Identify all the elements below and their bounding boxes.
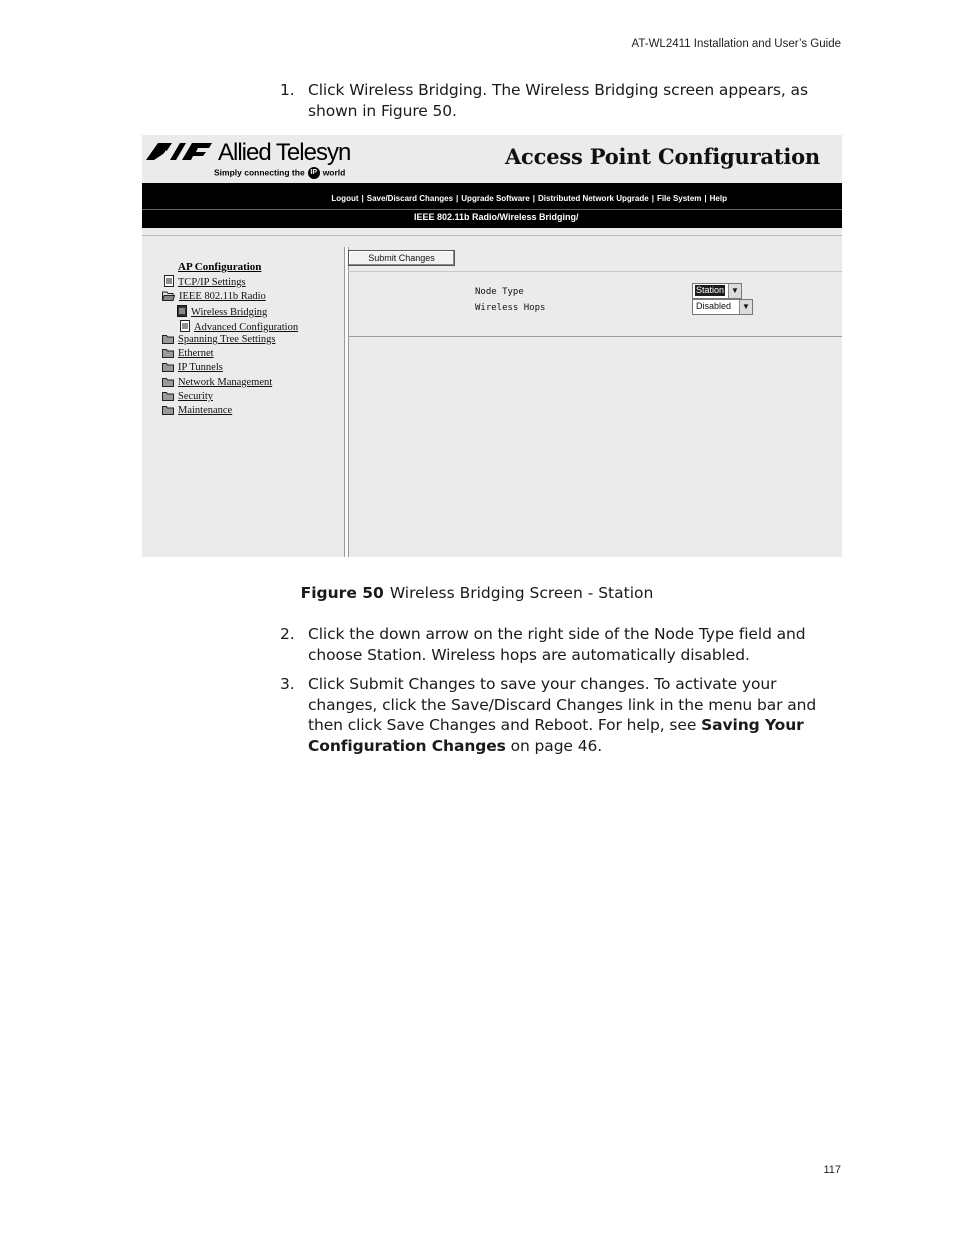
wireless-bridging-screenshot xyxy=(142,135,842,557)
wireless-hops-value: Disabled xyxy=(696,301,732,311)
nav-item-spanning-tree[interactable] xyxy=(162,334,275,348)
figure-caption xyxy=(0,584,954,602)
wireless-hops-label: Wireless Hops xyxy=(475,303,546,313)
page-icon xyxy=(164,275,174,287)
folder-icon xyxy=(162,348,174,358)
step-3 xyxy=(280,674,842,756)
nav-item-tcp-ip-settings[interactable] xyxy=(164,275,246,289)
menu-distributed-upgrade-link[interactable]: Distributed Network Upgrade xyxy=(538,194,649,203)
nav-item-label: Wireless Bridging xyxy=(191,307,268,318)
banner xyxy=(142,135,842,182)
ip-icon: IP xyxy=(308,167,320,179)
app-title: Access Point Configuration xyxy=(504,144,820,169)
wireless-hops-select[interactable] xyxy=(692,299,753,315)
running-header: AT-WL2411 Installation and User’s Guide xyxy=(631,38,841,50)
step-2 xyxy=(280,624,842,665)
divider xyxy=(348,336,842,337)
chevron-down-icon[interactable]: ▼ xyxy=(728,284,741,298)
page-icon xyxy=(180,320,190,332)
nav-item-label: TCP/IP Settings xyxy=(178,277,246,288)
nav-item-label: Network Management xyxy=(178,377,273,388)
menu-logout-link[interactable]: Logout xyxy=(331,194,359,203)
step-text: Click Submit Changes to save your changes. To activate your changes, click the Save/Discard Changes link in the menu bar and then click Save Changes and Reboot. For help, see Saving Your Configuration Changes on page 46. xyxy=(308,675,817,755)
breadcrumb-bar xyxy=(142,209,842,228)
folder-icon xyxy=(162,391,174,401)
chevron-down-icon[interactable]: ▼ xyxy=(739,300,752,314)
nav-item-security[interactable] xyxy=(162,391,213,405)
figure-number: Figure 50 xyxy=(300,584,384,602)
node-type-select[interactable] xyxy=(692,283,742,299)
step-1 xyxy=(280,80,842,121)
open-folder-icon xyxy=(162,290,175,301)
nav-item-label: Maintenance xyxy=(178,405,233,416)
nav-item-label: Ethernet xyxy=(178,348,214,359)
page-number: 117 xyxy=(823,1164,841,1176)
brand-name: Allied Telesyn xyxy=(218,139,351,166)
figure-caption-text: Wireless Bridging Screen - Station xyxy=(389,584,654,602)
step-number: 3. xyxy=(280,675,295,693)
nav-item-ip-tunnels[interactable] xyxy=(162,362,223,376)
nav-item-network-management[interactable] xyxy=(162,377,272,391)
menu-help-link[interactable]: Help xyxy=(709,194,727,203)
nav-item-wireless-bridging[interactable] xyxy=(177,305,267,319)
folder-icon xyxy=(162,405,174,415)
content-pane xyxy=(348,247,842,557)
node-type-value: Station xyxy=(696,285,725,295)
nav-item-label: Advanced Configuration xyxy=(194,322,299,333)
nav-item-label: Security xyxy=(178,391,213,402)
step-text: Click Wireless Bridging. The Wireless Bridging screen appears, as shown in Figure 50. xyxy=(308,81,808,120)
divider xyxy=(142,235,842,236)
nav-item-label: Spanning Tree Settings xyxy=(178,334,276,345)
allied-telesyn-logo-mark xyxy=(146,140,212,164)
menu-links: Logout | Save/Discard Changes | Upgrade Software | Distributed Network Upgrade | File System | Help xyxy=(328,194,730,203)
brand-tagline: Simply connecting the IP world xyxy=(214,167,346,178)
menu-save-discard-link[interactable]: Save/Discard Changes xyxy=(366,194,454,203)
menu-upgrade-software-link[interactable]: Upgrade Software xyxy=(461,194,530,203)
nav-item-label: IP Tunnels xyxy=(178,362,223,373)
nav-item-label: IEEE 802.11b Radio xyxy=(179,291,266,302)
cross-reference-link[interactable]: Saving Your Configuration Changes xyxy=(308,716,804,755)
page-icon xyxy=(177,305,187,317)
nav-item-ethernet[interactable] xyxy=(162,348,214,362)
folder-icon xyxy=(162,377,174,387)
nav-heading-ap-configuration[interactable]: AP Configuration xyxy=(178,261,262,273)
menu-file-system-link[interactable]: File System xyxy=(656,194,702,203)
nav-item-advanced-configuration[interactable] xyxy=(180,320,298,334)
step-number: 1. xyxy=(280,81,295,99)
folder-icon xyxy=(162,334,174,344)
nav-item-ieee-radio[interactable] xyxy=(162,290,266,304)
step-text: Click the down arrow on the right side of the Node Type field and choose Station. Wireless hops are automatically disabled. xyxy=(308,625,806,664)
submit-changes-button[interactable]: Submit Changes xyxy=(348,250,455,266)
divider xyxy=(348,271,842,272)
nav-tree xyxy=(142,247,344,557)
menu-bar xyxy=(142,183,842,209)
allied-telesyn-logo xyxy=(146,140,361,178)
folder-icon xyxy=(162,362,174,372)
step-number: 2. xyxy=(280,625,295,643)
nav-item-maintenance[interactable] xyxy=(162,405,232,419)
node-type-label: Node Type xyxy=(475,287,524,297)
breadcrumb: IEEE 802.11b Radio/Wireless Bridging/ xyxy=(414,212,579,222)
